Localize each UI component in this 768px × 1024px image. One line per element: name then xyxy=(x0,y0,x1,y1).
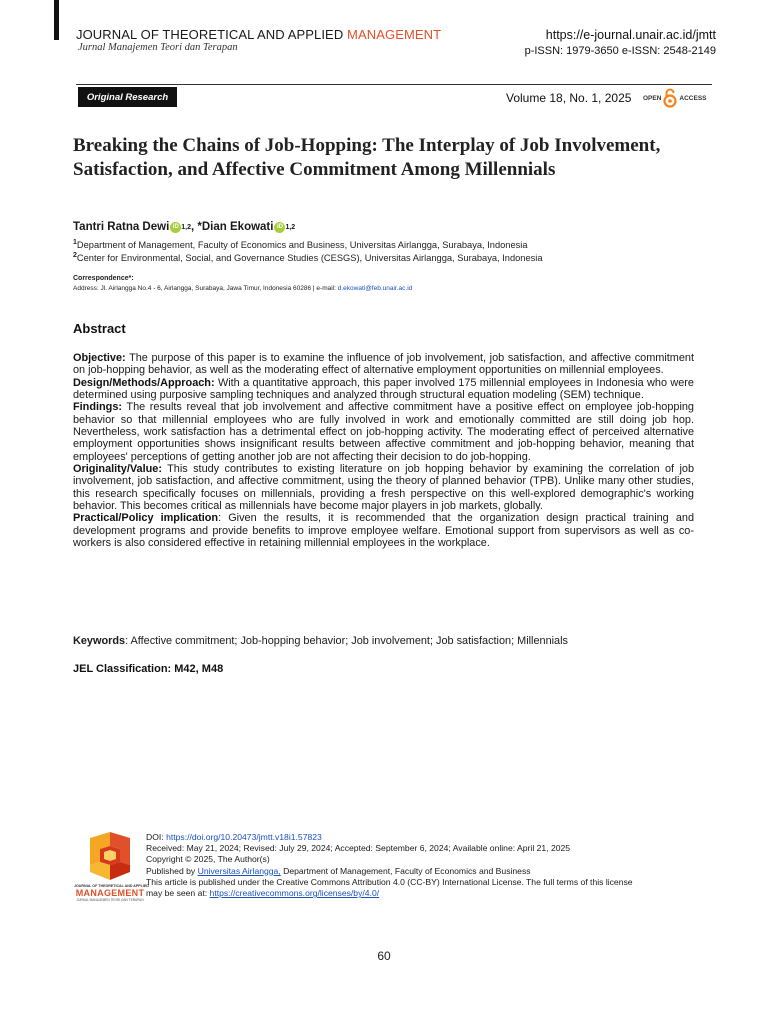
journal-logo-icon xyxy=(88,832,132,882)
keywords: Keywords: Affective commitment; Job-hopping behavior; Job involvement; Job satisfaction; Millennials xyxy=(73,635,568,647)
license-line: This article is published under the Creative Commons Attribution 4.0 (CC-BY) International License. The full terms of this license xyxy=(146,876,633,887)
open-access-badge xyxy=(643,88,707,108)
correspondence-email-link[interactable]: d.ekowati@feb.unair.ac.id xyxy=(337,285,413,292)
doi-line: DOI: https://doi.org/10.20473/jmtt.v18i1.57823 xyxy=(146,832,322,842)
jel-classification: JEL Classification: M42, M48 xyxy=(73,663,224,675)
open-access-label-right: ACCESS xyxy=(679,94,707,102)
abstract-findings: Findings: The results reveal that job involvement and affective commitment have a positive effect on employee job-hopping behavior so that millennial employees who are fully involved in work and emotionally committed are still doing job hop. Nevertheless, work satisfaction has a detrimental effect on job-hopping activity. The moderating effect of perceived alternative employment opportunities shows insignificant results between affective commitment and job-hopping behavior, meaning that employees' perceptions of getting another job are not affecting their decision to do job-hopping. xyxy=(73,401,694,463)
orcid-icon[interactable]: iD xyxy=(170,222,181,233)
abstract-originality: Originality/Value: This study contributes to existing literature on job hopping behavior by examining the correlation of job involvement, job satisfaction, and affective commitment, using the theory of planned behavior (TPB). Unlike many other studies, this research specifically focuses on millennials, providing a fresh perspective on this well-explored demographic's working behavior. This becomes critical as millennials have become major players in job markets, globally. xyxy=(73,463,694,513)
author-affiliation-mark: 1,2 xyxy=(285,223,296,231)
journal-url-link[interactable]: https://e-journal.unair.ac.id/jmtt xyxy=(545,28,716,42)
affiliation-2: $^2$Center for Environmental, Social, and Governance Studies (CESGS), Universitas Airlangga, Surabaya, Indonesia xyxy=(73,252,543,264)
open-lock-icon xyxy=(663,88,677,108)
logo-text-line3: JURNAL MANAJEMEN TEORI DAN TERAPAN xyxy=(76,898,144,902)
author-separator: , xyxy=(191,221,198,233)
author-name: Tantri Ratna Dewi xyxy=(73,221,170,233)
copyright-line: Copyright © 2025, The Author(s) xyxy=(146,854,270,865)
abstract-design: Design/Methods/Approach: With a quantitative approach, this paper involved 175 millennial employees in Indonesia who were determined using purposive sampling techniques and analyzed through structural equation modeling (SEM) technique. xyxy=(73,376,694,402)
publisher-line: Published by Universitas Airlangga, Department of Management, Faculty of Economics and Business xyxy=(146,865,531,876)
author-list xyxy=(73,221,295,233)
logo-text-line1: JOURNAL OF THEORETICAL AND APPLIED xyxy=(74,884,149,888)
journal-issn: p-ISSN: 1979-3650 e-ISSN: 2548-2149 xyxy=(524,45,716,57)
license-url-line: may be seen at: https://creativecommons.org/licenses/by/4.0/ xyxy=(146,888,380,899)
orcid-icon[interactable]: iD xyxy=(274,222,285,233)
author-affiliation-mark: 1,2 xyxy=(181,223,192,231)
journal-logo xyxy=(74,832,149,902)
article-type-badge: Original Research xyxy=(78,87,177,107)
logo-text-line2: MANAGEMENT xyxy=(75,888,145,898)
license-link[interactable]: https://creativecommons.org/licenses/by/4.0/ xyxy=(209,888,380,899)
journal-name: JOURNAL OF THEORETICAL AND APPLIED MANAGEMENT xyxy=(76,27,442,42)
open-access-label-left: OPEN xyxy=(643,94,662,102)
correspondence-label: Correspondence*: xyxy=(73,275,134,282)
affiliation-1: $^1$Department of Management, Faculty of Economics and Business, Universitas Airlangga, Surabaya, Indonesia xyxy=(73,239,528,251)
author-name: *Dian Ekowati xyxy=(197,221,274,233)
dates-line: Received: May 21, 2024; Revised: July 29, 2024; Accepted: September 6, 2024; Available online: April 21, 2025 xyxy=(146,843,571,854)
abstract-practical: Practical/Policy implication: Given the results, it is recommended that the organization design practical training and development programs and provide benefits to improve employee welfare. Emotional support from supervisors as well as co-workers is also considered effective in retaining millennial employees in the workplace. xyxy=(73,512,694,550)
article-footer-meta xyxy=(146,832,706,899)
page-number: 60 xyxy=(377,949,391,963)
publisher-link[interactable]: Universitas Airlangga, xyxy=(197,865,281,876)
left-margin-rule xyxy=(54,0,59,40)
header-divider xyxy=(76,84,712,85)
abstract-body xyxy=(73,352,694,550)
correspondence-address: Address: Jl. Airlangga No.4 - 6, Airlangga, Surabaya, Jawa Timur, Indonesia 60286 | e-mail: d.ekowati@feb.unair.ac.id xyxy=(73,285,413,292)
abstract-objective: Objective: The purpose of this paper is to examine the influence of job involvement, job satisfaction, and affective commitment on job-hopping behavior, as well as the moderating effect of alternative employment opportunities on millennial employees. xyxy=(73,352,694,377)
abstract-heading: Abstract xyxy=(73,321,126,336)
doi-link[interactable]: https://doi.org/10.20473/jmtt.v18i1.57823 xyxy=(166,832,322,842)
article-title: Breaking the Chains of Job-Hopping: The Interplay of Job Involvement, Satisfaction, and Affective Commitment Among Millennials xyxy=(73,135,661,180)
journal-subtitle: Jurnal Manajemen Teori dan Terapan xyxy=(78,42,238,53)
journal-header xyxy=(76,27,716,87)
volume-info: Volume 18, No. 1, 2025 xyxy=(506,91,632,105)
